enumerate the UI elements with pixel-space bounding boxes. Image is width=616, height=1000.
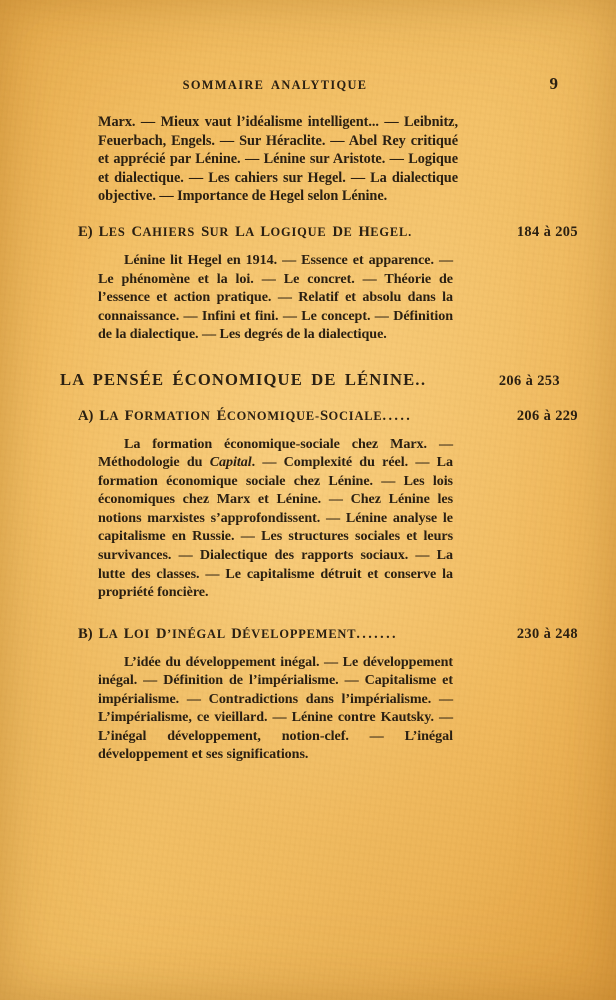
small-caps-body: ’INÉGAL	[167, 626, 232, 641]
small-caps-body: OGIQUE	[270, 224, 333, 239]
toc-entry-page-range: 230 à 248	[516, 625, 578, 642]
small-caps-body: CONOMIQUE-	[226, 408, 320, 423]
small-caps-initial: H	[358, 223, 371, 240]
small-caps-body: ORMATION	[133, 408, 217, 423]
small-caps-body: ES	[108, 224, 132, 239]
small-caps-body: UR	[209, 224, 236, 239]
small-caps-body: A	[109, 408, 125, 423]
toc-entry-leader-dots: .......	[356, 625, 398, 642]
toc-flow	[60, 113, 578, 764]
spacer	[60, 390, 560, 408]
running-head-title: SOMMAIRE ANALYTIQUE	[182, 78, 368, 92]
toc-section-heading[interactable]	[60, 370, 560, 390]
small-caps-body: ÉVELOPPEMENT	[242, 626, 357, 641]
small-caps-initial: S	[319, 407, 329, 424]
spacer	[60, 602, 560, 626]
toc-entry-title	[99, 408, 382, 425]
spacer	[60, 241, 560, 251]
running-head	[60, 74, 560, 98]
small-caps-body: A	[245, 224, 261, 239]
small-caps-body: EGEL.	[370, 224, 413, 239]
small-caps-initial: L	[260, 223, 271, 240]
toc-entry-title	[99, 224, 412, 241]
toc-entry-letter: B)	[78, 625, 93, 642]
small-caps-initial: L	[123, 625, 134, 642]
toc-entry-b[interactable]	[60, 626, 578, 643]
toc-entry-letter: E)	[78, 223, 93, 240]
italic-work-title: Capital	[209, 454, 252, 471]
continuation-paragraph: Marx. — Mieux vaut l’idéalisme intelligent... — Leibnitz, Feuerbach, Engels. — Sur Héraclite. — Abel Rey critiqué et apprécié par Lénine. — Lénine sur Aristote. — Logique et dialectique. — Les cahiers sur Hegel. — La dialectique objective. — Importance de Hegel selon Lénine.	[98, 114, 458, 205]
toc-entry-description-b: L’idée du développement inégal. — Le développement inégal. — Définition de l’impérialisme. — Capitalisme et impérialisme. — Contradictions dans l’impérialisme. — L’impérialisme, ce vieillard. — Lénine contre Kautsky. — L’inégal développement, notion-clef. — L’inégal développement et ses significations.	[98, 653, 453, 763]
spacer	[60, 643, 560, 653]
small-caps-initial: L	[98, 223, 109, 240]
toc-section-leader-dots: ..	[415, 371, 427, 389]
toc-entry-description-a	[98, 435, 453, 602]
spacer	[60, 425, 560, 435]
toc-entry-title	[99, 626, 357, 643]
small-caps-body: AHIERS	[142, 224, 202, 239]
toc-entry-page-range: 184 à 205	[516, 223, 578, 240]
spacer	[60, 344, 560, 370]
small-caps-initial: D	[231, 625, 243, 642]
small-caps-initial: S	[201, 223, 210, 240]
small-caps-initial: C	[131, 223, 143, 240]
toc-entry-a[interactable]	[60, 408, 578, 425]
small-caps-initial: D	[156, 625, 167, 642]
small-caps-initial: L	[98, 625, 109, 642]
toc-entry-leader-dots: .....	[382, 407, 413, 424]
toc-section-page-range: 206 à 253	[498, 372, 560, 389]
small-caps-body: A	[108, 626, 124, 641]
small-caps-initial: F	[124, 407, 134, 424]
small-caps-initial: D	[332, 223, 344, 240]
page-folio-number: 9	[549, 74, 558, 93]
toc-section-title: LA PENSÉE ÉCONOMIQUE DE LÉNINE	[60, 369, 416, 389]
description-text-part2: . — Complexité du réel. — La formation économique sociale chez Lénine. — Les lois économiques chez Marx et Lénine. — Chez Lénine les notions marxistes s’approfondissent. — Lénine analyse le capitalisme en Russie. — Les structures sociales et leurs survivances. — Dialectique des rapports sociaux. — La lutte des classes. — Le capitalisme détruit et conserve la propriété foncière.	[98, 454, 453, 601]
description-text-part1: La formation économique-sociale chez Marx. — Méthodologie du	[98, 435, 453, 471]
spacer	[60, 206, 560, 224]
small-caps-body: OCIALE	[328, 408, 383, 423]
toc-entry-e[interactable]	[60, 224, 578, 241]
small-caps-body: E	[343, 224, 359, 239]
small-caps-initial: É	[216, 407, 227, 424]
small-caps-initial: L	[99, 407, 110, 424]
toc-entry-letter: A)	[78, 407, 94, 424]
small-caps-body: OI	[133, 626, 157, 641]
toc-entry-description-e: Lénine lit Hegel en 1914. — Essence et apparence. — Le phénomène et la loi. — Le concret. — Théorie de l’essence et action pratique. — Relatif et absolu dans la connaissance. — Infini et fini. — Le concept. — Définition de la dialectique. — Les degrés de la dialectique.	[98, 251, 453, 343]
text-column	[60, 0, 578, 1000]
small-caps-initial: L	[235, 223, 246, 240]
toc-entry-page-range: 206 à 229	[516, 407, 578, 424]
